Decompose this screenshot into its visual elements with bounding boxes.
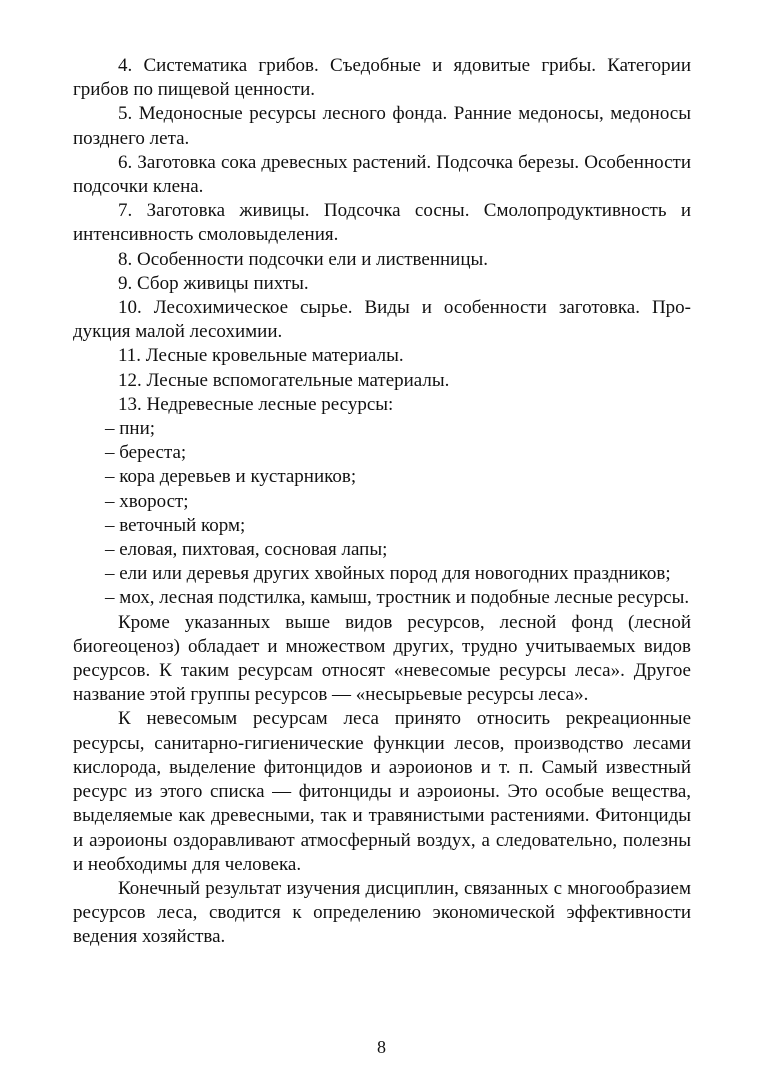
paragraph-item-6: 6. Заготовка сока древесных растений. Подсочка березы. Особенности подсочки клена. [73,151,691,198]
list-item: – веточный корм; [105,514,246,536]
list-item: – пни; [105,418,156,440]
list-item: – мох, лесная подстилка, камыш, тростник и подобные лесные ресурсы. [105,587,690,609]
list-item: – береста; [105,442,187,464]
list-item: – еловая, пихтовая, сосновая лапы; [105,539,388,561]
page-body [73,54,691,950]
list-item: – хворост; [105,490,189,512]
page-number: 8 [377,1037,386,1057]
paragraph-item-8: 8. Особенности подсочки ели и лиственницы. [118,248,489,270]
nontimber-resources-list [73,417,691,611]
paragraph-conclusion: Конечный результат изучения дисциплин, связанных с многообразием ресурсов леса, сводится к определению экономической эффективности ведения хозяйства. [73,877,691,948]
paragraph-weightless-resources-detail: К невесомым ресурсам леса принято относить рекреационные ресурсы, санитарно-гигиенические функции лесов, производство лесами кислорода, выделение фитонцидов и аэроионов и т. п. Самый известный ресурс из этого списка — фитонциды и аэроионы. Это особые вещества, выделяемые как древесными, так и травянистыми растениями. Фитонциды и аэроионы оздоравливают атмосферный воздух, а следовательно, полезны и необходимы для человека. [73,708,691,875]
paragraph-item-11: 11. Лесные кровельные материалы. [118,345,404,367]
list-item: – кора деревьев и кустарников; [105,466,357,488]
paragraph-item-13: 13. Недревесные лесные ресурсы: [118,393,394,415]
paragraph-item-9: 9. Сбор живицы пихты. [118,272,309,294]
list-item: – ели или деревья других хвойных пород для новогодних праздников; [105,563,671,585]
paragraph-weightless-resources-intro: Кроме указанных выше видов ресурсов, лесной фонд (лесной биогеоценоз) обладает и множеством других, трудно учитываемых видов ресурсов. К таким ресурсам относят «невесомые ресурсы леса». Другое название этой группы ресурсов — «несырьевые ресурсы леса». [73,611,691,706]
paragraph-item-4: 4. Систематика грибов. Съедобные и ядовитые грибы. Категории грибов по пищевой ценности. [73,55,691,101]
paragraph-item-5: 5. Медоносные ресурсы лесного фонда. Ранние медоносы, медоносы позднего лета. [73,103,691,149]
paragraph-item-7: 7. Заготовка живицы. Подсочка сосны. Смолопродуктивность и интенсивность смоловыделения. [73,200,691,246]
paragraph-item-12: 12. Лесные вспомогательные материалы. [118,369,450,391]
paragraph-item-10: 10. Лесохимическое сырье. Виды и особенности заготовка. Продукция малой лесохимии. [73,297,691,343]
